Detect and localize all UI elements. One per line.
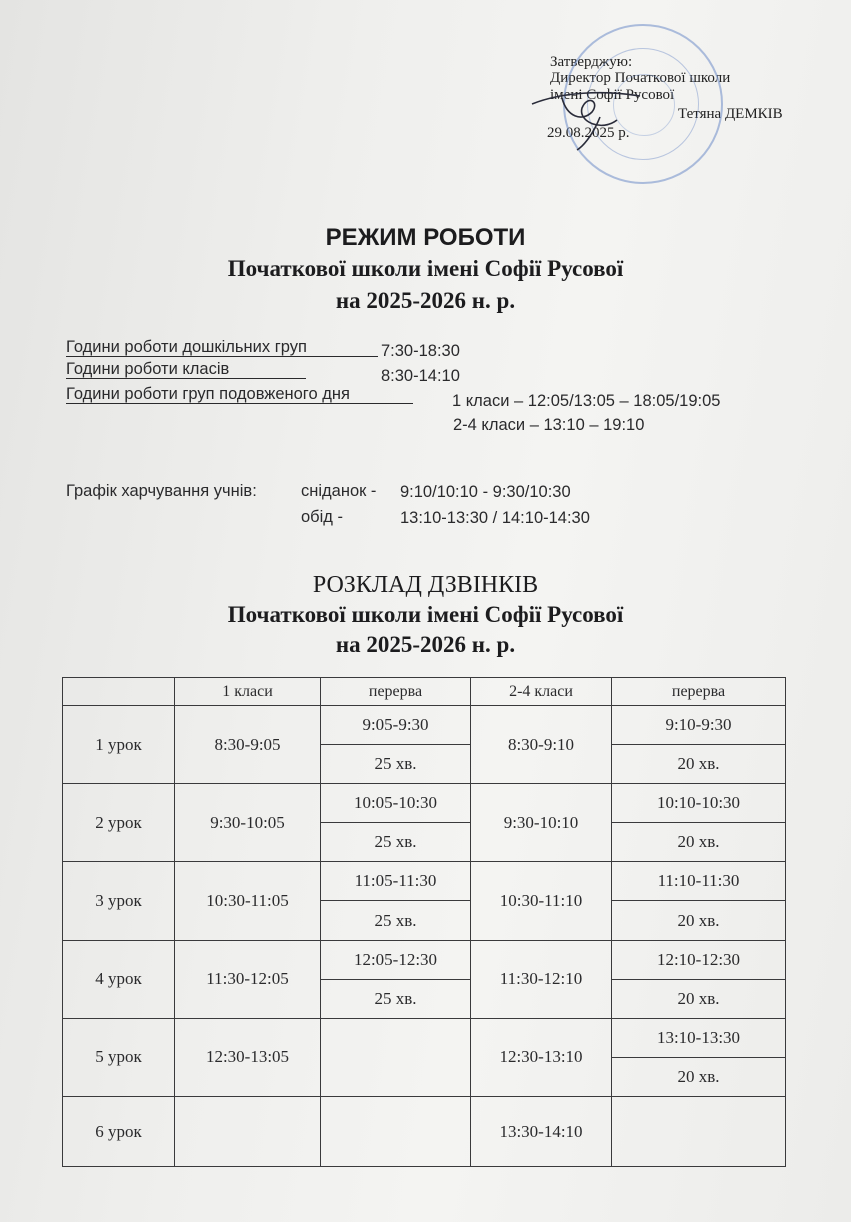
grade1-break-time: 11:05-11:30 — [321, 862, 471, 901]
lesson-cell: 1 урок — [63, 706, 175, 784]
grade24-time-cell: 10:30-11:10 — [471, 862, 612, 940]
grade1-break-length: 25 хв. — [321, 979, 471, 1018]
preschool-hours-value: 7:30-18:30 — [381, 342, 460, 360]
grade1-break-time — [321, 1097, 471, 1167]
grade1-time-cell: 11:30-12:05 — [175, 940, 321, 1018]
grade1-time-cell: 9:30-10:05 — [175, 784, 321, 862]
grade24-break-time — [612, 1097, 786, 1167]
mode-school: Початкової школи імені Софії Русової — [227, 256, 624, 281]
extended-hours-value-1: 1 класи – 12:05/13:05 – 18:05/19:05 — [452, 392, 721, 410]
grade24-break-time: 11:10-11:30 — [612, 862, 786, 901]
breakfast-value: 9:10/10:10 - 9:30/10:30 — [400, 483, 571, 501]
lesson-cell: 2 урок — [63, 784, 175, 862]
bells-school: Початкової школи імені Софії Русової — [227, 602, 624, 627]
classes-hours-label: Години роботи класів — [66, 360, 230, 378]
extended-hours-label: Години роботи груп подовженого дня — [66, 385, 350, 403]
bell-schedule-table — [62, 677, 786, 1167]
extended-underline — [66, 403, 413, 404]
grade1-time-cell: 8:30-9:05 — [175, 706, 321, 784]
table-row — [63, 1018, 786, 1057]
approval-line-1: Затверджую: — [550, 54, 633, 70]
signature-mark — [522, 72, 652, 152]
meals-label: Графік харчування учнів: — [66, 482, 257, 500]
header-grade1: 1 класи — [175, 678, 321, 706]
lesson-cell: 4 урок — [63, 940, 175, 1018]
grade24-time-cell: 13:30-14:10 — [471, 1097, 612, 1167]
grade24-break-length: 20 хв. — [612, 1057, 786, 1096]
grade24-break-time: 13:10-13:30 — [612, 1018, 786, 1057]
header-empty — [63, 678, 175, 706]
classes-hours-value: 8:30-14:10 — [381, 367, 460, 385]
grade24-time-cell: 11:30-12:10 — [471, 940, 612, 1018]
lesson-cell: 5 урок — [63, 1018, 175, 1096]
header-break2: перерва — [612, 678, 786, 706]
grade1-break-length: 25 хв. — [321, 901, 471, 940]
extended-hours-value-2: 2-4 класи – 13:10 – 19:10 — [453, 416, 645, 434]
grade24-break-length: 20 хв. — [612, 979, 786, 1018]
grade1-break-time: 9:05-9:30 — [321, 706, 471, 745]
grade1-break-time: 10:05-10:30 — [321, 784, 471, 823]
bells-title: РОЗКЛАД ДЗВІНКІВ — [312, 572, 539, 598]
grade1-break-length: 25 хв. — [321, 823, 471, 862]
grade24-time-cell: 12:30-13:10 — [471, 1018, 612, 1096]
mode-year: на 2025-2026 н. р. — [335, 288, 516, 313]
mode-title: РЕЖИМ РОБОТИ — [325, 224, 526, 251]
approval-date: 29.08.2025 р. — [547, 125, 630, 141]
approval-line-2: Директор Початкової школи — [550, 70, 731, 86]
breakfast-label: сніданок - — [301, 482, 377, 500]
grade24-break-length: 20 хв. — [612, 745, 786, 784]
table-row — [63, 706, 786, 745]
preschool-hours-label: Години роботи дошкільних груп — [66, 338, 307, 356]
lesson-cell: 3 урок — [63, 862, 175, 940]
grade24-break-length: 20 хв. — [612, 823, 786, 862]
grade1-time-cell: 12:30-13:05 — [175, 1018, 321, 1096]
grade24-break-time: 10:10-10:30 — [612, 784, 786, 823]
grade24-break-time: 9:10-9:30 — [612, 706, 786, 745]
grade24-time-cell: 8:30-9:10 — [471, 706, 612, 784]
lunch-value: 13:10-13:30 / 14:10-14:30 — [400, 509, 590, 527]
header-grade24: 2-4 класи — [471, 678, 612, 706]
lesson-cell: 6 урок — [63, 1097, 175, 1167]
grade1-break-length: 25 хв. — [321, 745, 471, 784]
grade1-time-cell — [175, 1097, 321, 1167]
approval-signer: Тетяна ДЕМКІВ — [678, 106, 783, 122]
table-row — [63, 1097, 786, 1167]
bells-year: на 2025-2026 н. р. — [335, 632, 516, 657]
grade1-break-time — [321, 1018, 471, 1096]
table-row — [63, 862, 786, 901]
table-row — [63, 784, 786, 823]
classes-underline — [66, 378, 306, 379]
grade1-time-cell: 10:30-11:05 — [175, 862, 321, 940]
table-header-row — [63, 678, 786, 706]
approval-line-3: імені Софії Русової — [550, 87, 675, 103]
preschool-underline — [66, 356, 378, 357]
header-break1: перерва — [321, 678, 471, 706]
grade1-break-time: 12:05-12:30 — [321, 940, 471, 979]
grade24-break-time: 12:10-12:30 — [612, 940, 786, 979]
table-row — [63, 940, 786, 979]
lunch-label: обід - — [301, 508, 343, 526]
grade24-time-cell: 9:30-10:10 — [471, 784, 612, 862]
grade24-break-length: 20 хв. — [612, 901, 786, 940]
